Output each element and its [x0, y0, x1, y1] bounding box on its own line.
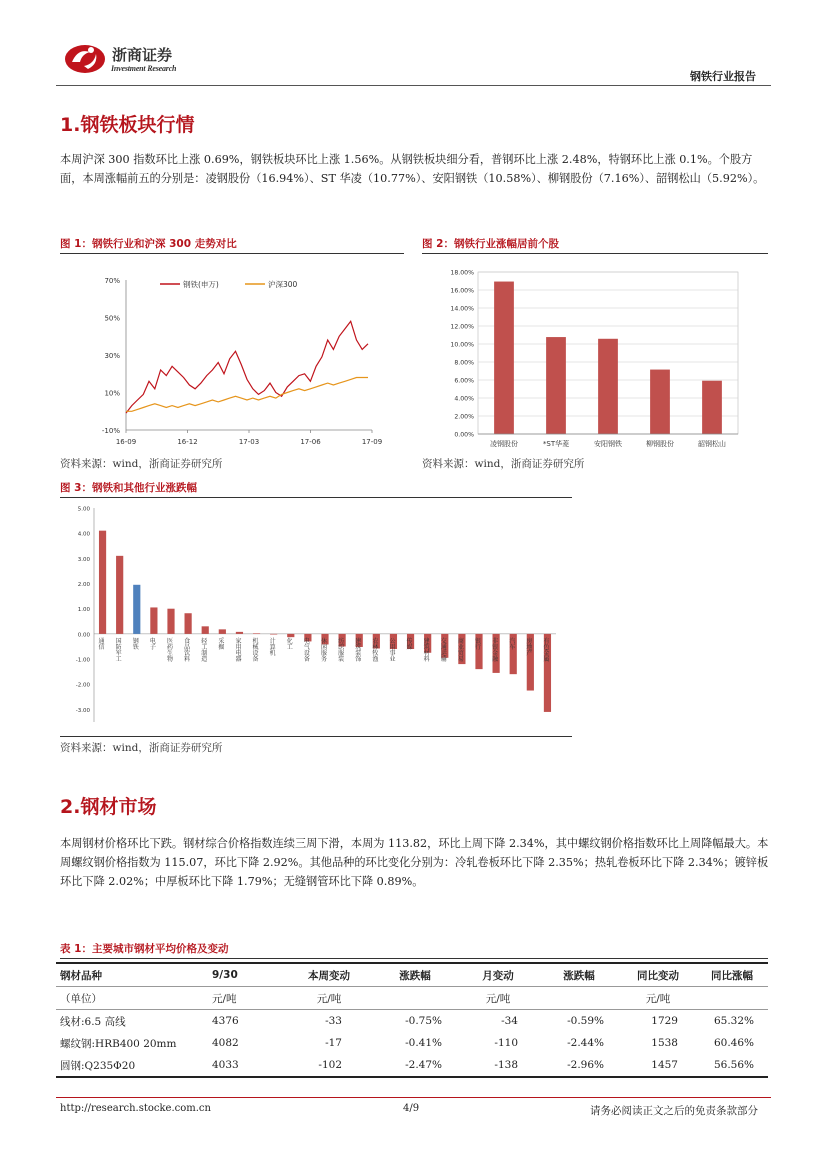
table-cell: 线材:6.5 高线: [60, 1015, 126, 1028]
header-cell: 本周变动: [286, 963, 372, 987]
bar: [494, 282, 514, 434]
unit-cell: 元/吨: [458, 987, 538, 1010]
header-cell: 同比涨幅: [696, 963, 768, 987]
y-tick-label: -1.00: [75, 657, 90, 664]
x-tick-label: 农林牧渔: [370, 637, 378, 662]
y-tick-label: 1.00: [77, 607, 90, 614]
table-cell: 60.46%: [713, 1037, 754, 1049]
figure3-title: 图 3：钢铁和其他行业涨跌幅: [60, 482, 197, 494]
price-table: [56, 962, 768, 1078]
x-tick-label: 17-09: [361, 438, 383, 446]
figure3-bottom-rule: [60, 736, 572, 737]
x-tick-label: 17-06: [300, 438, 321, 446]
y-tick-label: 16.00%: [450, 287, 474, 295]
x-tick-label: 17-03: [238, 438, 260, 446]
bar: [287, 634, 294, 637]
bar: [253, 633, 260, 634]
x-tick-label: 休闲服务: [319, 637, 327, 662]
x-tick-label: 安阳钢铁: [594, 440, 622, 448]
legend-label: 钢铁(申万): [183, 280, 219, 289]
figure3-rule: [60, 497, 572, 498]
x-tick-label: 商业贸易: [456, 637, 464, 662]
y-tick-label: 6.00%: [454, 377, 474, 385]
logo-mark-icon: [64, 42, 106, 74]
y-tick-label: 2.00: [77, 582, 90, 589]
table-cell: -34: [501, 1015, 518, 1027]
section-title: 1.钢铁板块行情: [60, 114, 195, 136]
y-tick-label: -2.00: [75, 682, 90, 689]
x-tick-label: 纺织服装: [336, 637, 344, 662]
table-cell: 65.32%: [713, 1015, 754, 1027]
x-tick-label: 非银金融: [490, 637, 498, 662]
x-tick-label: 传媒: [405, 637, 413, 650]
y-tick-label: 14.00%: [450, 305, 474, 313]
report-type: 钢铁行业报告: [690, 70, 756, 83]
series-line-1: [126, 321, 368, 413]
bar: [598, 339, 618, 434]
figure1-line-chart: [60, 262, 405, 452]
x-tick-label: 食品饮料: [182, 637, 190, 662]
table1-title-rule: [60, 958, 768, 959]
y-tick-label: 2.00%: [454, 413, 474, 421]
x-tick-label: 计算机: [268, 637, 276, 656]
table-cell: 1538: [651, 1037, 678, 1049]
table-cell: -2.44%: [567, 1037, 604, 1049]
figure3-source: 资料来源：wind，浙商证券研究所: [60, 742, 223, 754]
x-tick-label: 轻工制造: [199, 637, 207, 662]
bar: [167, 609, 174, 634]
unit-cell: [372, 987, 458, 1010]
x-tick-label: 家用电器: [233, 637, 241, 662]
x-tick-label: 采掘: [216, 637, 224, 650]
x-tick-label: 韶钢松山: [698, 440, 726, 448]
bar: [650, 370, 670, 434]
bar: [202, 626, 209, 634]
table1-title: 表 1：主要城市钢材平均价格及变动: [60, 943, 229, 955]
y-tick-label: 70%: [104, 277, 120, 285]
table-row: [56, 1010, 768, 1033]
footer-url[interactable]: http://research.stocke.com.cn: [60, 1103, 211, 1114]
x-tick-label: 有色金属: [541, 637, 549, 662]
x-tick-label: 汽车: [507, 637, 515, 650]
x-tick-label: 通信: [97, 637, 105, 650]
y-tick-label: 5.00: [77, 506, 90, 513]
figure1-rule: [60, 253, 404, 254]
x-tick-label: 钢铁: [131, 637, 139, 650]
unit-cell: [696, 987, 768, 1010]
table-cell: 螺纹钢:HRB400 20mm: [60, 1037, 177, 1050]
unit-cell: 元/吨: [620, 987, 696, 1010]
y-tick-label: -10%: [101, 427, 120, 435]
table-cell: 圆钢:Q235Φ20: [56, 1054, 208, 1077]
header-cell: 9/30: [208, 963, 286, 987]
section2-title: 2.钢材市场: [60, 796, 157, 818]
bar: [133, 585, 140, 634]
table-cell: -102: [286, 1054, 372, 1077]
unit-cell: （单位）: [56, 987, 208, 1010]
table-cell: -17: [325, 1037, 342, 1049]
table-cell: -2.96%: [538, 1054, 620, 1077]
series-line-2: [126, 378, 368, 412]
footer-divider: [56, 1097, 771, 1098]
brand-name-cn: 浙商证券: [112, 46, 173, 64]
section2-paragraph: 本周钢材价格环比下跌。钢材综合价格指数连续三周下滑，本周为 113.82，环比上周下降 2.34%，其中螺纹钢价格指数环比上周降幅最大。本周螺纹钢价格指数为 115.07，环比下降 2.92%。其他品种的环比变化分别为：冷轧卷板环比下降 2.35%；热轧卷板环比下降 2.34%；镀锌板环比下降 2.02%；中厚板环比下降 1.79%；无缝钢管环比下降 0.89%。: [60, 837, 769, 888]
x-tick-label: 16-12: [177, 438, 198, 446]
y-tick-label: 10.00%: [450, 341, 474, 349]
table-cell: 56.56%: [696, 1054, 768, 1077]
header-cell: 月变动: [458, 963, 538, 987]
x-tick-label: 柳钢股份: [646, 440, 674, 448]
table-row: [56, 1032, 768, 1054]
unit-cell: [538, 987, 620, 1010]
x-tick-label: 电气设备: [302, 637, 310, 662]
brand-logo: [64, 42, 106, 74]
x-tick-label: 建筑材料: [422, 637, 430, 662]
figure2-rule: [422, 253, 768, 254]
figure3-bar-chart: [60, 500, 572, 735]
legend-label: 沪深300: [268, 280, 298, 289]
x-tick-label: 交通运输: [439, 637, 447, 662]
x-tick-label: 银行: [473, 637, 481, 650]
table-cell: -110: [494, 1037, 518, 1049]
y-tick-label: 4.00: [77, 531, 90, 538]
header-cell: 同比变动: [620, 963, 696, 987]
table-cell: -0.41%: [405, 1037, 442, 1049]
header-cell: 钢材品种: [56, 963, 208, 987]
table-cell: 4376: [212, 1015, 239, 1027]
y-tick-label: 30%: [104, 352, 120, 360]
bar: [116, 556, 123, 634]
figure2-title: 图 2：钢铁行业涨幅居前个股: [422, 238, 559, 250]
x-tick-label: 国防军工: [114, 637, 122, 662]
bar: [150, 607, 157, 633]
page-number: 4/9: [403, 1103, 420, 1114]
y-tick-label: 12.00%: [450, 323, 474, 331]
section-paragraph: 本周沪深 300 指数环比上涨 0.69%，钢铁板块环比上涨 1.56%。从钢铁板块细分看，普钢环比上涨 2.48%，特钢环比上涨 0.1%。个股方面，本周涨幅前五的分别是：凌钢股份（16.94%）、ST 华凌（10.77%）、安阳钢铁（10.58%）、柳钢股份（7.16%）、韶钢松山（5.92%）。: [60, 153, 765, 185]
y-tick-label: 10%: [104, 389, 120, 398]
footer-disclaimer: 请务必阅读正文之后的免责条款部分: [590, 1105, 758, 1117]
x-tick-label: 医药生物: [165, 637, 173, 662]
header-divider: [56, 85, 771, 86]
y-tick-label: 0.00: [77, 632, 90, 639]
x-tick-label: 电子: [148, 637, 156, 650]
x-tick-label: 房地产: [524, 637, 532, 656]
table-cell: -2.47%: [372, 1054, 458, 1077]
figure2-source: 资料来源：wind，浙商证券研究所: [422, 458, 585, 470]
x-tick-label: 16-09: [115, 438, 137, 446]
unit-cell: 元/吨: [208, 987, 286, 1010]
x-tick-label: *ST华菱: [542, 440, 570, 448]
table-cell: 1457: [620, 1054, 696, 1077]
table-cell: -0.59%: [567, 1015, 604, 1027]
table-cell: 4082: [212, 1037, 239, 1049]
table-header-row: [56, 963, 768, 987]
table-cell: -0.75%: [405, 1015, 442, 1027]
table-cell: 4033: [208, 1054, 286, 1077]
bar: [99, 531, 106, 634]
table-cell: -138: [458, 1054, 538, 1077]
bar: [185, 613, 192, 634]
y-tick-label: 18.00%: [450, 269, 474, 277]
y-tick-label: 50%: [104, 314, 120, 323]
header-cell: 涨跌幅: [538, 963, 620, 987]
x-tick-label: 公用事业: [387, 637, 395, 662]
x-tick-label: 建筑装饰: [353, 637, 361, 662]
bar: [702, 381, 722, 434]
y-tick-label: -3.00: [75, 707, 90, 714]
table-unit-row: [56, 987, 768, 1010]
brand-name-en: Investment Research: [111, 64, 177, 73]
table-cell: 1729: [651, 1015, 678, 1027]
table-cell: -33: [325, 1015, 342, 1027]
table-row: [56, 1054, 768, 1077]
unit-cell: 元/吨: [286, 987, 372, 1010]
x-tick-label: 机械设备: [251, 637, 259, 662]
bar: [236, 632, 243, 634]
figure1-title: 图 1：钢铁行业和沪深 300 走势对比: [60, 238, 237, 250]
y-tick-label: 0.00%: [454, 431, 474, 439]
figure2-bar-chart: [422, 262, 768, 452]
x-tick-label: 化工: [285, 637, 293, 650]
bar: [270, 634, 277, 635]
bar: [219, 629, 226, 634]
x-tick-label: 凌钢股份: [490, 440, 518, 448]
bar: [546, 337, 566, 434]
header-cell: 涨跌幅: [372, 963, 458, 987]
y-tick-label: 4.00%: [454, 395, 474, 403]
figure1-source: 资料来源：wind，浙商证券研究所: [60, 458, 223, 470]
y-tick-label: 8.00%: [454, 359, 474, 367]
y-tick-label: 3.00: [77, 556, 90, 563]
